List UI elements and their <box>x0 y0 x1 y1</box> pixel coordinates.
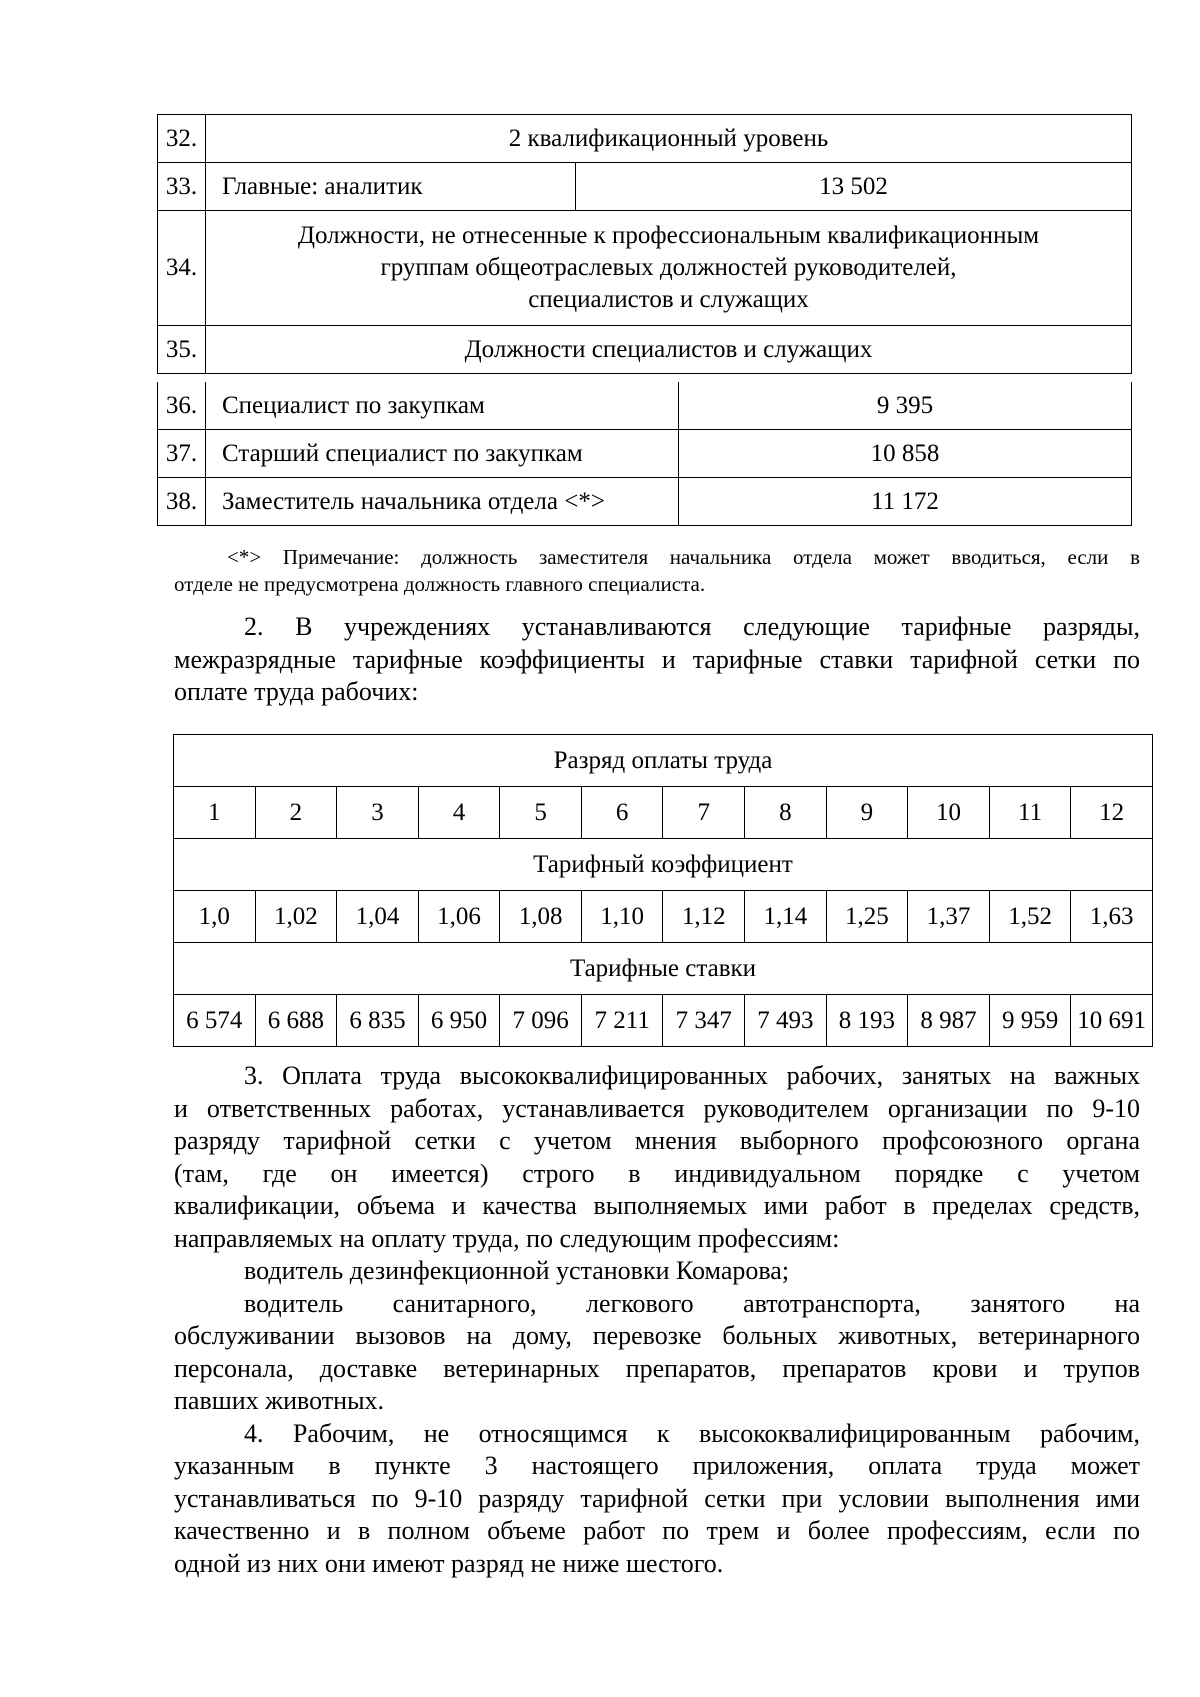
paragraph-line: одной из них они имеют разряд не ниже шестого. <box>174 1548 724 1578</box>
row-number: 33. <box>158 163 206 211</box>
rate-cell: 7 493 <box>745 995 827 1047</box>
list-item-line: павших животных. <box>174 1386 385 1415</box>
grade-cell: 7 <box>663 787 745 839</box>
table-row <box>158 163 1132 211</box>
coefficient-cell: 1,02 <box>255 891 337 943</box>
salary-value: 10 858 <box>679 430 1132 478</box>
grade-cell: 2 <box>255 787 337 839</box>
heading-line: группам общеотраслевых должностей руководителей, <box>380 254 957 281</box>
position-name: Главные: аналитик <box>206 163 576 211</box>
heading-line: специалистов и служащих <box>528 286 809 313</box>
rate-cell: 7 211 <box>581 995 663 1047</box>
list-item-line: водитель санитарного, легкового автотранспорта, занятого на <box>244 1288 1140 1318</box>
rates-header: Тарифные ставки <box>174 943 1153 995</box>
grade-cell: 1 <box>174 787 256 839</box>
grade-cell: 3 <box>337 787 419 839</box>
row-number: 38. <box>158 478 206 526</box>
rate-cell: 9 959 <box>989 995 1071 1047</box>
section-heading: 2 квалификационный уровень <box>206 115 1132 163</box>
rate-cell: 6 688 <box>255 995 337 1047</box>
grade-header: Разряд оплаты труда <box>174 735 1153 787</box>
paragraph-line: и ответственных работах, устанавливается руководителем организации по 9-10 <box>174 1093 1140 1123</box>
paragraph-line: качественно и в полном объеме работ по трем и более профессиям, если по <box>174 1516 1140 1545</box>
tariff-table <box>173 734 1153 1047</box>
coefficient-cell: 1,10 <box>581 891 663 943</box>
salary-value: 13 502 <box>576 163 1132 211</box>
row-number: 36. <box>158 382 206 430</box>
paragraph-line: разряду тарифной сетки с учетом мнения выборного профсоюзного органа <box>174 1126 1140 1155</box>
coefficient-cell: 1,04 <box>337 891 419 943</box>
table-row <box>174 839 1153 891</box>
paragraph-2 <box>174 611 1140 709</box>
paragraph-line: 3. Оплата труда высококвалифицированных рабочих, занятых на важных <box>244 1061 1140 1090</box>
rate-cell: 8 987 <box>908 995 990 1047</box>
table-row <box>158 430 1132 478</box>
row-number: 35. <box>158 326 206 374</box>
coefficient-cell: 1,0 <box>174 891 256 943</box>
rate-cell: 7 096 <box>500 995 582 1047</box>
paragraph-line: (там, где он имеется) строго в индивидуальном порядке с учетом <box>174 1158 1140 1188</box>
row-number: 34. <box>158 211 206 326</box>
grades-row <box>174 787 1153 839</box>
coefficient-cell: 1,52 <box>989 891 1071 943</box>
rate-cell: 7 347 <box>663 995 745 1047</box>
positions-table-continued <box>157 382 1132 526</box>
rate-cell: 6 835 <box>337 995 419 1047</box>
row-number: 32. <box>158 115 206 163</box>
salary-value: 9 395 <box>679 382 1132 430</box>
paragraph-line: межразрядные тарифные коэффициенты и тарифные ставки тарифной сетки по <box>174 644 1140 674</box>
grade-cell: 9 <box>826 787 908 839</box>
rate-cell: 10 691 <box>1071 995 1153 1047</box>
coefficient-cell: 1,06 <box>418 891 500 943</box>
coefficient-cell: 1,37 <box>908 891 990 943</box>
table-row <box>158 326 1132 374</box>
section-heading <box>206 211 1132 326</box>
grade-cell: 8 <box>745 787 827 839</box>
paragraph-3 <box>174 1060 1140 1580</box>
grade-cell: 4 <box>418 787 500 839</box>
rate-cell: 8 193 <box>826 995 908 1047</box>
position-name: Заместитель начальника отдела <*> <box>206 478 679 526</box>
paragraph-line: 2. В учреждениях устанавливаются следующие тарифные разряды, <box>244 612 1140 641</box>
row-number: 37. <box>158 430 206 478</box>
list-item-line: персонала, доставке ветеринарных препаратов, препаратов крови и трупов <box>174 1353 1140 1383</box>
rate-cell: 6 950 <box>418 995 500 1047</box>
list-item-line: обслуживании вызовов на дому, перевозке больных животных, ветеринарного <box>174 1321 1140 1350</box>
grade-cell: 5 <box>500 787 582 839</box>
grade-cell: 6 <box>581 787 663 839</box>
coefficients-row <box>174 891 1153 943</box>
table-row <box>158 115 1132 163</box>
paragraph-line: оплате труда рабочих: <box>174 677 419 706</box>
table-row <box>158 478 1132 526</box>
coefficient-cell: 1,63 <box>1071 891 1153 943</box>
coefficient-cell: 1,08 <box>500 891 582 943</box>
table-row <box>174 943 1153 995</box>
footnote-line: <*> Примечание: должность заместителя начальника отдела может вводиться, если в <box>227 545 1140 569</box>
position-name: Старший специалист по закупкам <box>206 430 679 478</box>
list-item: водитель дезинфекционной установки Комарова; <box>244 1256 790 1285</box>
positions-table <box>157 114 1132 374</box>
paragraph-line: указанным в пункте 3 настоящего приложения, оплата труда может <box>174 1451 1140 1480</box>
grade-cell: 11 <box>989 787 1071 839</box>
table-row <box>158 382 1132 430</box>
heading-line: Должности, не отнесенные к профессиональным квалификационным <box>297 222 1040 249</box>
section-heading: Должности специалистов и служащих <box>206 326 1132 374</box>
rate-cell: 6 574 <box>174 995 256 1047</box>
position-name: Специалист по закупкам <box>206 382 679 430</box>
footnote-line: отделе не предусмотрена должность главного специалиста. <box>174 572 706 596</box>
salary-value: 11 172 <box>679 478 1132 526</box>
paragraph-line: направляемых на оплату труда, по следующим профессиям: <box>174 1223 840 1253</box>
coefficient-cell: 1,25 <box>826 891 908 943</box>
footnote <box>174 544 1140 598</box>
table-row <box>158 211 1132 326</box>
coefficient-cell: 1,14 <box>745 891 827 943</box>
grade-cell: 10 <box>908 787 990 839</box>
rates-row <box>174 995 1153 1047</box>
coefficient-header: Тарифный коэффициент <box>174 839 1153 891</box>
paragraph-line: устанавливаться по 9-10 разряду тарифной сетки при условии выполнения ими <box>174 1483 1140 1513</box>
paragraph-line: квалификации, объема и качества выполняемых ими работ в пределах средств, <box>174 1191 1140 1220</box>
grade-cell: 12 <box>1071 787 1153 839</box>
paragraph-line: 4. Рабочим, не относящимся к высококвалифицированным рабочим, <box>244 1418 1140 1448</box>
table-row <box>174 735 1153 787</box>
coefficient-cell: 1,12 <box>663 891 745 943</box>
